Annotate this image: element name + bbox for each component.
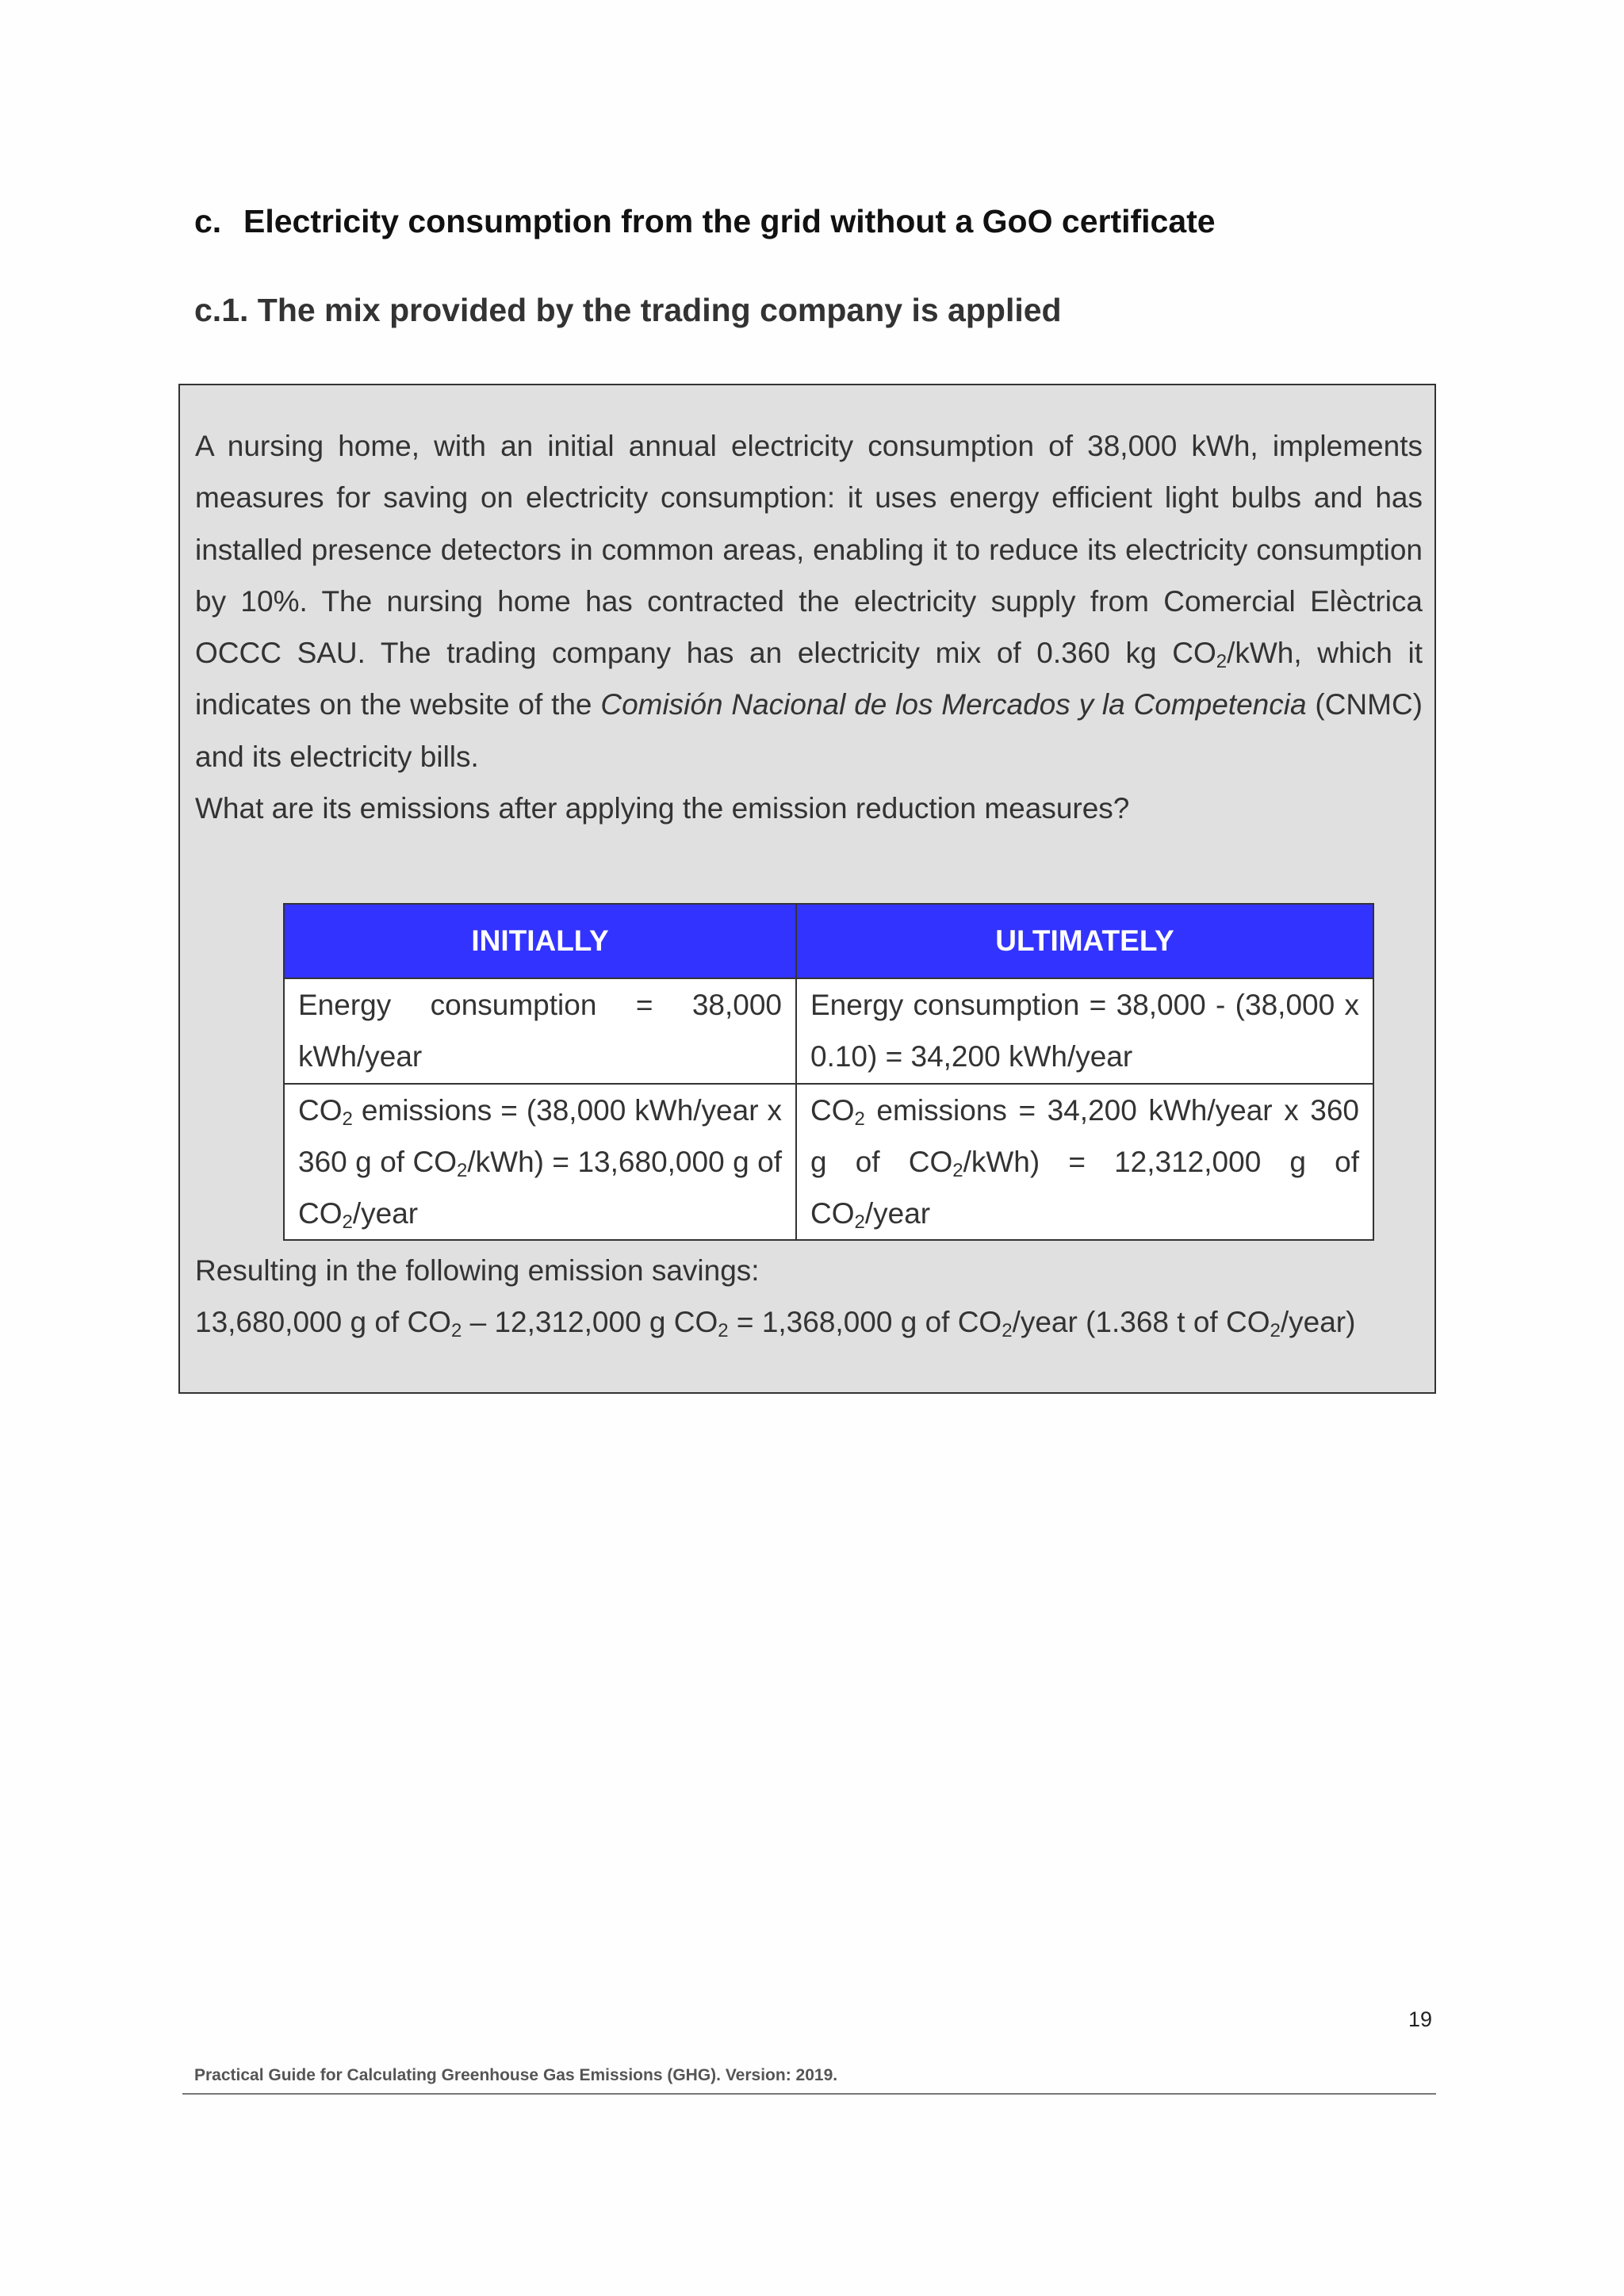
subscript: 2 — [952, 1159, 963, 1181]
table-row — [284, 1084, 1373, 1241]
example-box — [178, 384, 1436, 1394]
subscript: 2 — [457, 1159, 468, 1181]
example-text — [195, 420, 1423, 834]
result-intro: Resulting in the following emission savings: — [195, 1254, 760, 1287]
cell-text: /kWh) = 13,680,000 g of CO — [298, 1145, 782, 1230]
result-text — [195, 1245, 1432, 1349]
energy-initial-cell: Energy consumption = 38,000 kWh/year — [284, 978, 796, 1084]
cell-text: /year — [352, 1197, 419, 1230]
table-row — [284, 978, 1373, 1084]
table-header-row — [284, 904, 1373, 978]
emissions-initial-cell — [284, 1084, 796, 1241]
cell-text: emissions = (38,000 kWh/year x 360 g of CO — [298, 1093, 782, 1178]
paragraph-part-a: A nursing home, with an initial annual electricity consumption of 38,000 kWh, implements measures for saving on electricity consumption: it uses energy efficient light bulbs and has installed presence detectors in common areas, enabling it to reduce its electricity consumption by 10%. The nursing home has contracted the electricity supply from Comercial Elèctrica OCCC SAU. The trading company has an electricity mix of 0.360 kg — [195, 430, 1423, 670]
institution-name: Comisión Nacional de los Mercados y la Competencia — [600, 688, 1307, 721]
subscript: 2 — [718, 1320, 729, 1342]
co2-subscript: 2 — [1216, 651, 1228, 673]
section-heading — [194, 203, 1216, 240]
subscript: 2 — [854, 1211, 865, 1234]
footer-divider — [182, 2093, 1436, 2095]
subsection-heading: c.1. The mix provided by the trading company is applied — [194, 292, 1062, 328]
footer-text: Practical Guide for Calculating Greenhouse Gas Emissions (GHG). Version: 2019. — [194, 2066, 838, 2084]
equation-text: /year) — [1280, 1306, 1356, 1339]
cell-text: emissions = 34,200 kWh/year x 360 g of CO — [810, 1093, 1359, 1178]
example-paragraph — [195, 420, 1423, 783]
header-ultimately: ULTIMATELY — [796, 904, 1373, 978]
co2-prefix: CO — [1172, 637, 1216, 670]
subscript: 2 — [1002, 1320, 1013, 1342]
equation-text: /year (1.368 t of CO — [1012, 1306, 1270, 1339]
subscript: 2 — [342, 1108, 353, 1130]
cell-text: /year — [864, 1197, 931, 1230]
subscript: 2 — [450, 1320, 462, 1342]
equation-text: = 1,368,000 g of CO — [728, 1306, 1002, 1339]
cell-text: CO — [298, 1093, 343, 1127]
equation-text: – 12,312,000 g CO — [462, 1306, 718, 1339]
subscript: 2 — [342, 1211, 353, 1234]
energy-final-cell: Energy consumption = 38,000 - (38,000 x 0.10) = 34,200 kWh/year — [796, 978, 1373, 1084]
page-number: 19 — [1408, 2007, 1433, 2031]
calculation-table — [283, 903, 1374, 1241]
paragraph-part-c: (CNMC) and its electricity bills. — [195, 688, 1423, 773]
paragraph-part-b: /kWh, which it indicates on the website of the — [195, 637, 1423, 721]
section-label: c. — [194, 203, 222, 239]
subscript: 2 — [1270, 1320, 1281, 1342]
emissions-final-cell — [796, 1084, 1373, 1241]
cell-text: CO — [810, 1093, 855, 1127]
cell-text: /kWh) = 12,312,000 g of CO — [810, 1145, 1359, 1230]
header-initially: INITIALLY — [284, 904, 796, 978]
equation-text: 13,680,000 g of CO — [195, 1306, 451, 1339]
section-title: Electricity consumption from the grid without a GoO certificate — [243, 203, 1216, 239]
subscript: 2 — [854, 1108, 865, 1130]
example-question: What are its emissions after applying the emission reduction measures? — [195, 792, 1130, 825]
result-equation — [195, 1296, 1432, 1348]
